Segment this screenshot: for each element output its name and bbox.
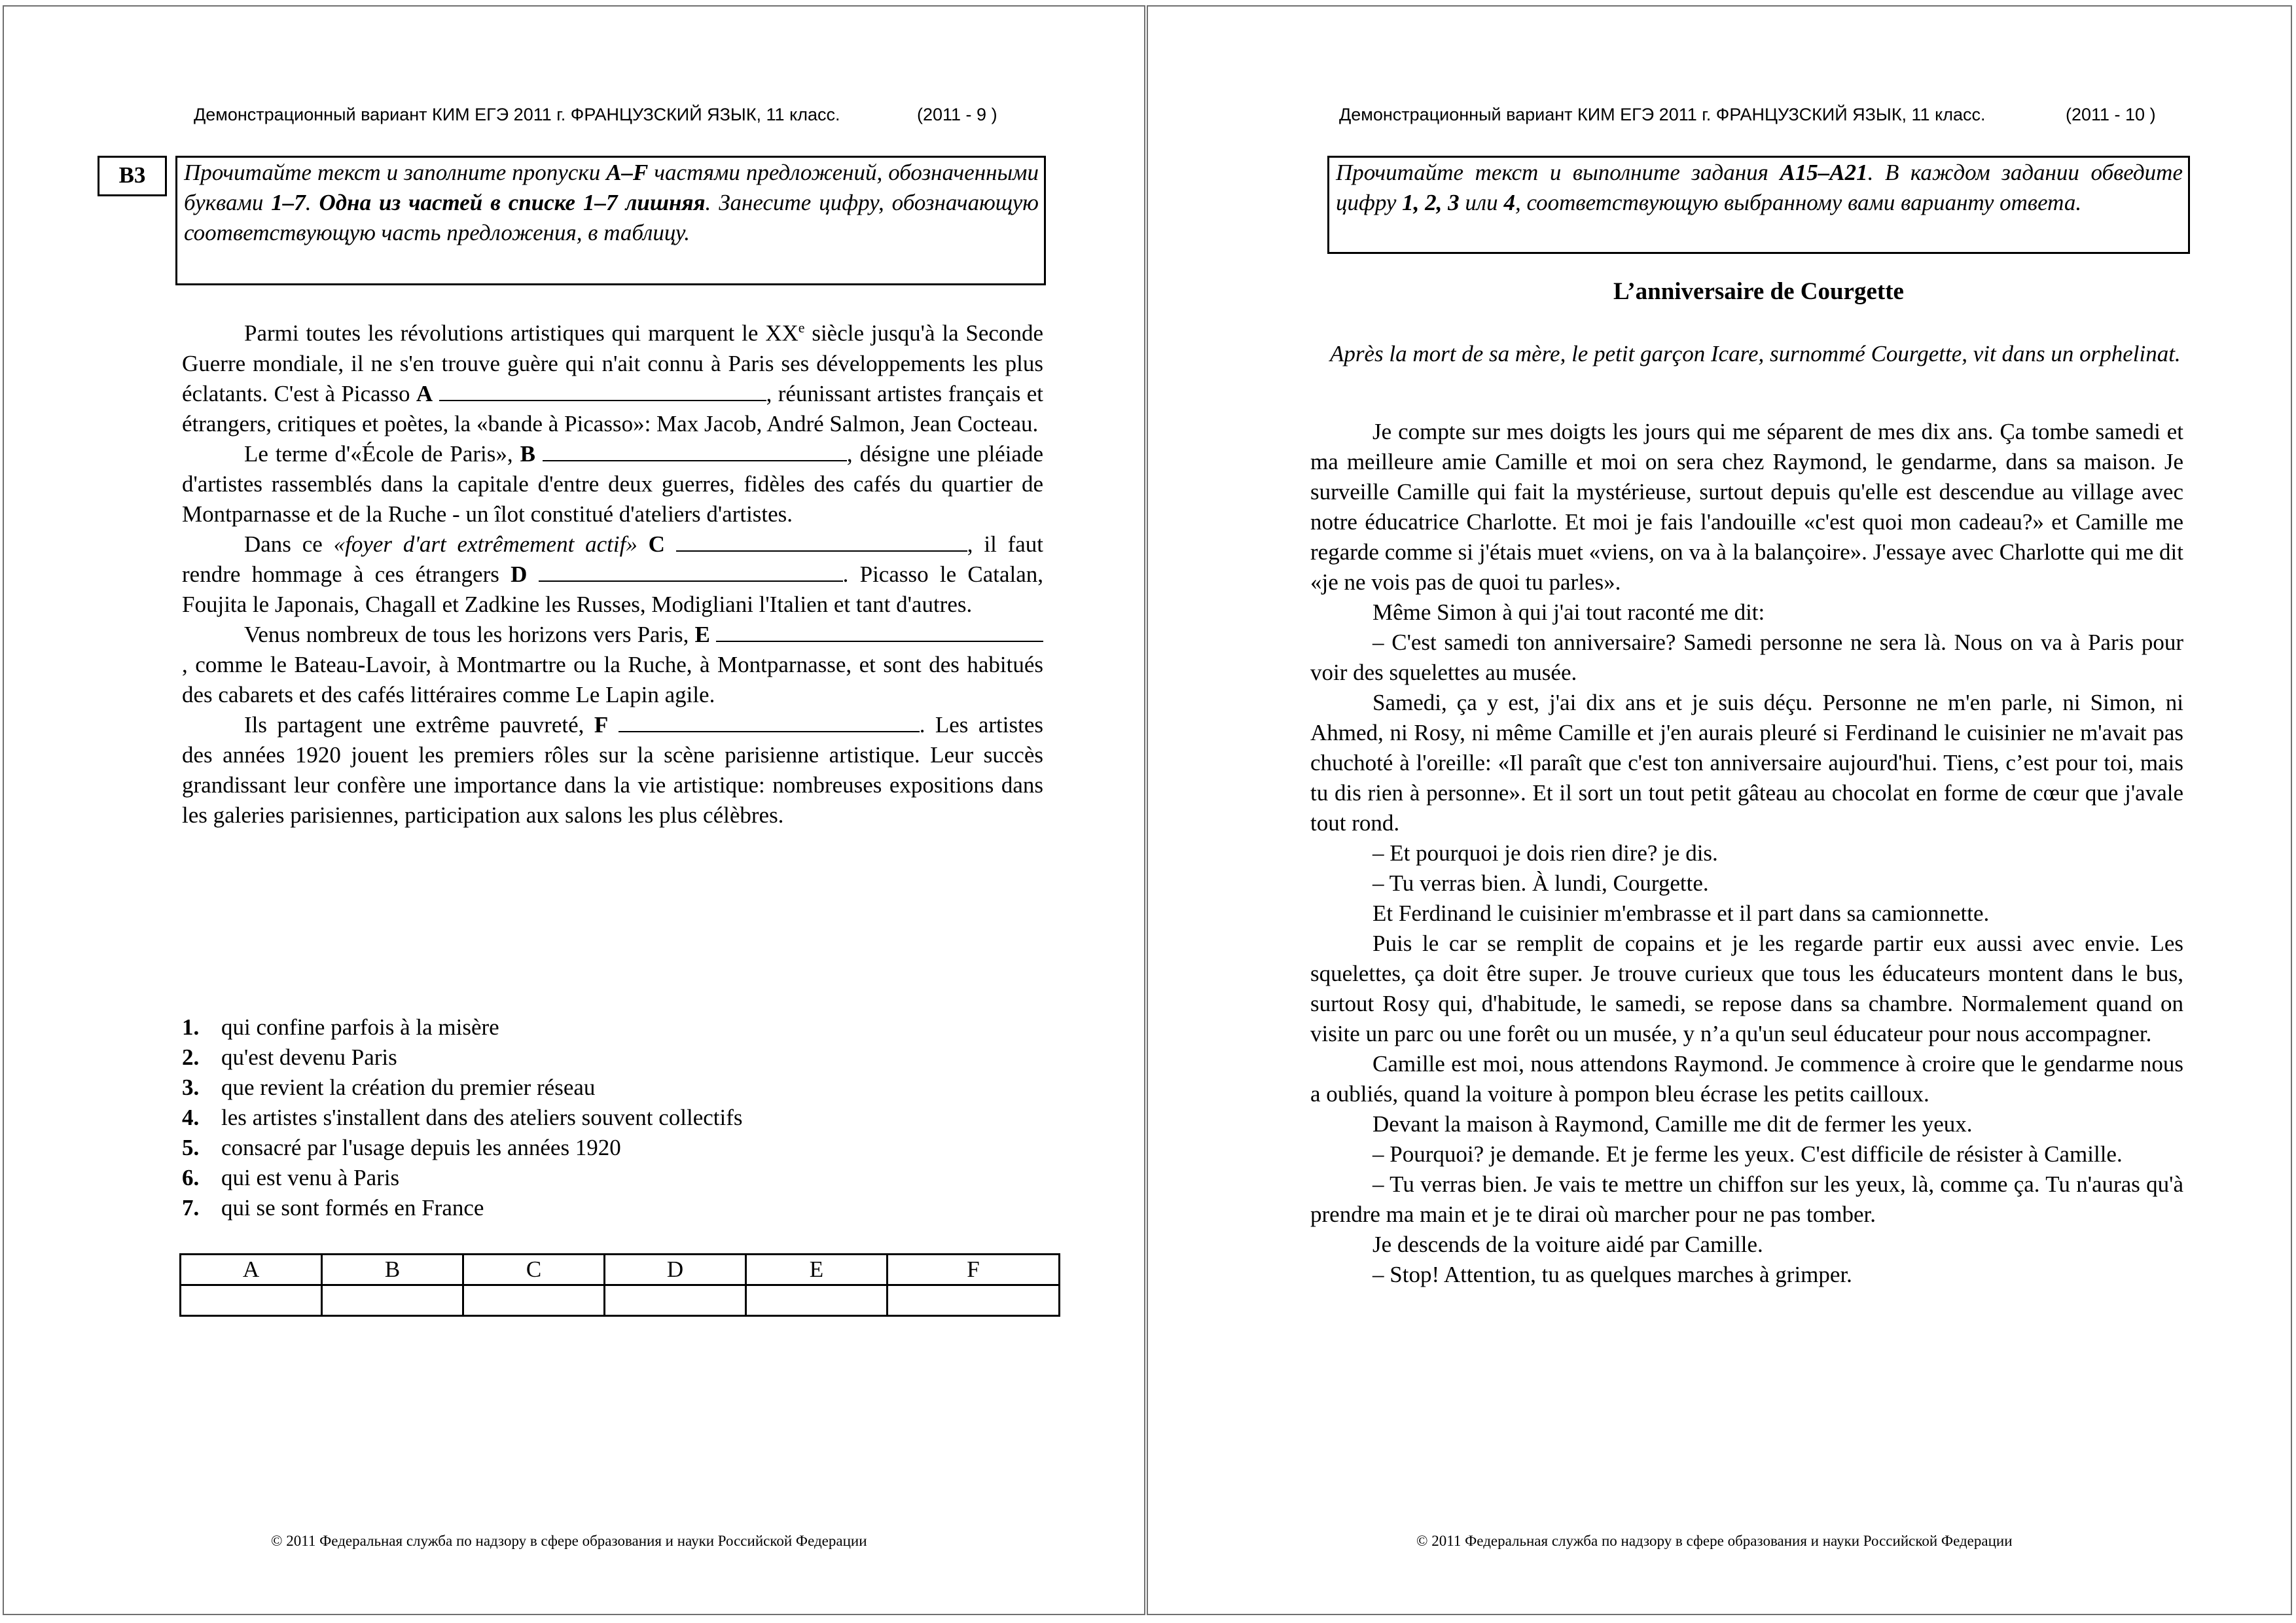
story-text	[1310, 417, 2183, 1290]
option-item: 1. qui confine parfois à la misère	[182, 1014, 499, 1040]
story-paragraph: Samedi, ça y est, j'ai dix ans et je suis déçu. Personne ne m'en parle, ni Simon, ni Ahmed, ni Rosy, ni même Camille et j'en aurais pleuré si Ferdinand le cuisinier ne m'avait pas chuchoté à l'oreille: «Il paraît que c'est ton anniversaire aujourd'hui. Tiens, c’est pour toi, mais tu dis rien à personne». Et il sort un tout petit gâteau au chocolat en forme de cœur que j'avale tout rond.	[1310, 690, 2183, 836]
story-paragraph: Je compte sur mes doigts les jours qui me séparent de mes dix ans. Ça tombe samedi et ma meilleure amie Camille et moi on sera chez Raymond, le gendarme, dans sa maison. Je surveille Camille qui fait la mystérieuse, surtout depuis qu'elle est descendue au village avec notre éducatrice Charlotte. Et moi je fais l'andouille «c'est quoi mon cadeau?» et Camille me regarde comme si j'étais muet «viens, on va à la balançoire». J'essaye avec Charlotte qui me dit «je ne vois pas de quoi tu parles».	[1310, 419, 2183, 595]
answer-cell-f[interactable]	[888, 1285, 1060, 1316]
story-paragraph: – C'est samedi ton anniversaire? Samedi personne ne sera là. Nous on va à Paris pour voir des squelettes au musée.	[1310, 630, 2183, 685]
gap-blank-c[interactable]	[676, 531, 967, 552]
reading-text	[182, 313, 1043, 830]
task-instructions: Прочитайте текст и выполните задания A15–A21. В каждом задании обведите цифру 1, 2, 3 или 4, соответствующую выбранному вами варианту ответа.	[1327, 156, 2190, 254]
story-paragraph: Puis le car se remplit de copains et je les regarde partir eux aussi avec envie. Les squelettes, ça doit être super. Je trouve curieux que tous les éducateurs montent dans le bus, surtout Rosy qui, d'habitude, le samedi, se repose dans sa chambre. Normalement quand on visite un parc ou une forêt ou un musée, y n’a qu'un seul éducateur pour nous accompagner.	[1310, 931, 2183, 1046]
story-paragraph: Même Simon à qui j'ai tout raconté me dit:	[1372, 599, 1765, 625]
answer-header-b: B	[322, 1255, 463, 1285]
answer-header-a: A	[181, 1255, 322, 1285]
task-instructions: Прочитайте текст и заполните пропуски A–F частями предложений, обозначенными буквами 1–7. Одна из частей в списке 1–7 лишняя. Занесите цифру, обозначающую соответствующую часть предложения, в таблицу.	[175, 156, 1046, 285]
answer-table-input-row	[181, 1285, 1060, 1316]
page-footer: © 2011 Федеральная служба по надзору в сфере образования и науки Российской Федерации	[1416, 1533, 2013, 1549]
gap-letter-e: E	[694, 621, 710, 647]
paragraph-2: Le terme d'«École de Paris», B , désigne une pléiade d'artistes rassemblés dans la capitale d'entre deux guerres, fidèles des cafés du quartier de Montparnasse et de la Ruche - un îlot constitué d'ateliers d'artistes.	[182, 440, 1043, 527]
answer-cell-b[interactable]	[322, 1285, 463, 1316]
header-page-number: (2011 - 9 )	[917, 105, 997, 124]
story-paragraph: Camille est moi, nous attendons Raymond. Je commence à croire que le gendarme nous a oubliés, quand la voiture à pompon bleu écrase les petits cailloux.	[1310, 1051, 2183, 1107]
header-title: Демонстрационный вариант КИМ ЕГЭ 2011 г. ФРАНЦУЗСКИЙ ЯЗЫК, 11 класс.	[194, 105, 840, 124]
answer-header-c: C	[463, 1255, 605, 1285]
story-paragraph: – Stop! Attention, tu as quelques marches à grimper.	[1372, 1262, 1852, 1287]
story-paragraph: Je descends de la voiture aidé par Camille.	[1372, 1232, 1763, 1257]
story-paragraph: Et Ferdinand le cuisinier m'embrasse et il part dans sa camionnette.	[1372, 901, 1990, 926]
header-title: Демонстрационный вариант КИМ ЕГЭ 2011 г. ФРАНЦУЗСКИЙ ЯЗЫК, 11 класс.	[1339, 105, 1986, 124]
story-paragraph: – Tu verras bien. À lundi, Courgette.	[1372, 870, 1709, 896]
gap-letter-a: A	[416, 380, 433, 406]
paragraph-1: Parmi toutes les révolutions artistiques qui marquent le XXe siècle jusqu'à la Seconde Guerre mondiale, il ne s'en trouve guère qui n'ait connu à Paris ses développements les plus éclatants. C'est à Picasso A , réunissant artistes français et étrangers, critiques et poètes, la «bande à Picasso»: Max Jacob, André Salmon, Jean Cocteau.	[182, 319, 1044, 437]
answer-header-e: E	[746, 1255, 888, 1285]
answer-table	[179, 1253, 1060, 1317]
paragraph-5: Ils partagent une extrême pauvreté, F . Les artistes des années 1920 jouent les premiers rôles sur la scène parisienne artistique. Leur succès grandissant leur confère une importance dans la vie artistique: nombreuses expositions dans les galeries parisiennes, participation aux salons les plus célèbres.	[182, 711, 1043, 828]
paragraph-3: Dans ce «foyer d'art extrêmement actif» C , il faut rendre hommage à ces étrangers D . Picasso le Catalan, Foujita le Japonais, Chagall et Zadkine les Russes, Modigliani l'Italien et tant d'autres.	[182, 531, 1044, 617]
task-label: B3	[98, 156, 167, 196]
gap-blank-d[interactable]	[539, 561, 843, 582]
answer-table-header-row	[181, 1255, 1060, 1285]
page-footer: © 2011 Федеральная служба по надзору в сфере образования и науки Российской Федерации	[271, 1533, 867, 1549]
story-paragraph: – Tu verras bien. Je vais te mettre un chiffon sur les yeux, là, comme ça. Tu n'auras qu'à prendre ma main et je te dirai où marcher pour ne pas tomber.	[1310, 1171, 2183, 1227]
header-page-number: (2011 - 10 )	[2066, 105, 2156, 124]
option-item: 3. que revient la création du premier réseau	[182, 1075, 596, 1100]
gap-blank-f[interactable]	[619, 711, 920, 732]
left-page	[3, 5, 1145, 1615]
gap-blank-b[interactable]	[543, 440, 847, 461]
gap-letter-f: F	[594, 711, 609, 738]
answer-header-f: F	[888, 1255, 1060, 1285]
answer-header-d: D	[605, 1255, 746, 1285]
story-intro: Après la mort de sa mère, le petit garçon Icare, surnommé Courgette, vit dans un orphelinat.	[1330, 341, 2181, 366]
option-item: 2. qu'est devenu Paris	[182, 1044, 397, 1070]
option-item: 6. qui est venu à Paris	[182, 1165, 400, 1190]
options-list	[182, 1012, 1043, 1223]
story-paragraph: Devant la maison à Raymond, Camille me dit de fermer les yeux.	[1372, 1111, 1973, 1137]
story-title: L’anniversaire de Courgette	[1613, 278, 1904, 305]
option-item: 5. consacré par l'usage depuis les années 1920	[182, 1135, 621, 1160]
answer-cell-e[interactable]	[746, 1285, 888, 1316]
option-item: 4. les artistes s'installent dans des ateliers souvent collectifs	[182, 1105, 743, 1130]
story-paragraph: – Et pourquoi je dois rien dire? je dis.	[1372, 840, 1718, 866]
paragraph-4: Venus nombreux de tous les horizons vers Paris, E , comme le Bateau-Lavoir, à Montmartre ou la Ruche, à Montparnasse, et sont des habitués des cabarets et des cafés littéraires comme Le Lapin agile.	[182, 621, 1043, 707]
story-paragraph: – Pourquoi? je demande. Et je ferme les yeux. C'est difficile de résister à Camille.	[1372, 1141, 2123, 1167]
answer-cell-a[interactable]	[181, 1285, 322, 1316]
answer-cell-c[interactable]	[463, 1285, 605, 1316]
right-page	[1147, 5, 2292, 1615]
gap-blank-a[interactable]	[439, 380, 766, 401]
answer-cell-d[interactable]	[605, 1285, 746, 1316]
gap-letter-d: D	[511, 561, 528, 587]
gap-blank-e[interactable]	[716, 621, 1043, 642]
gap-letter-b: B	[520, 440, 535, 467]
gap-letter-c: C	[648, 531, 665, 557]
option-item: 7. qui se sont formés en France	[182, 1195, 484, 1221]
